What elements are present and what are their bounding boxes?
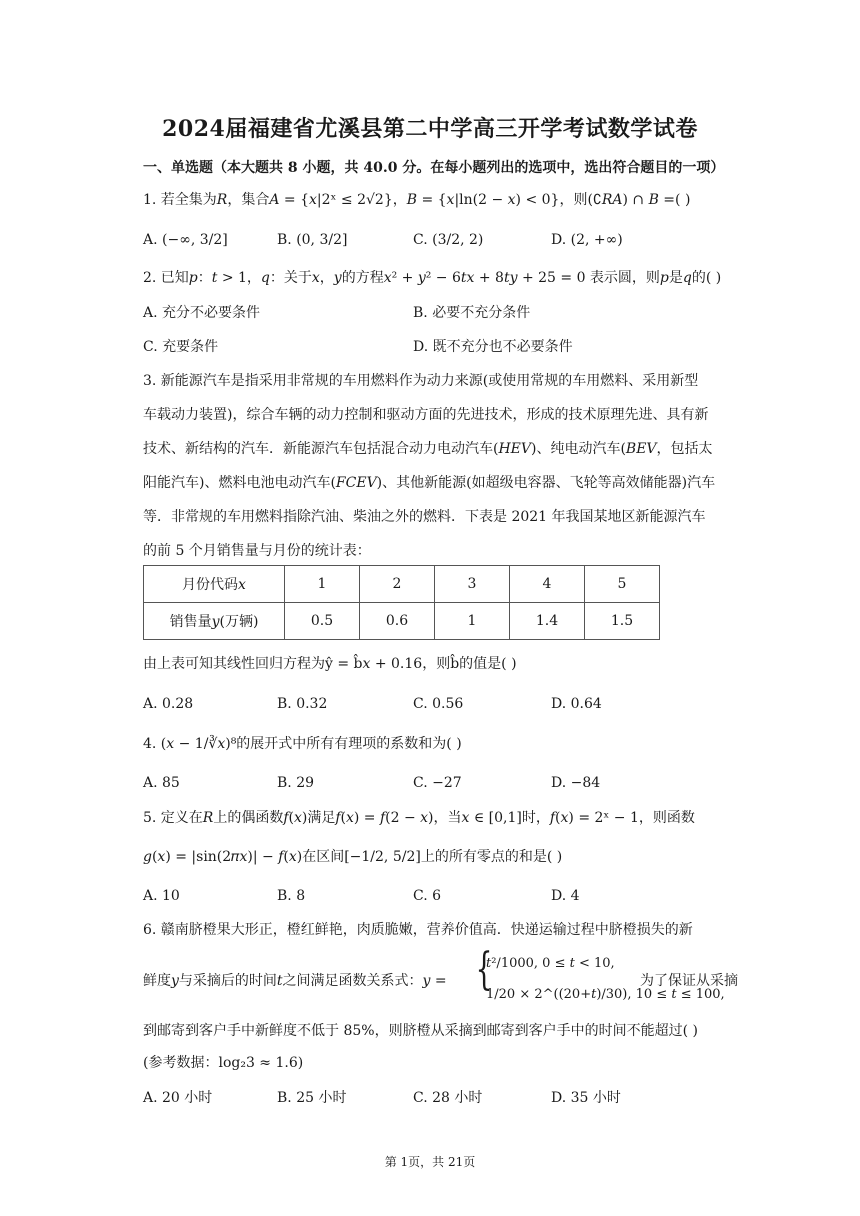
table-cell: 1: [285, 566, 360, 603]
question-6-line-2-right: 为了保证从采摘: [640, 973, 738, 989]
q6-option-a: A. 20 小时: [143, 1090, 213, 1106]
question-6-line-3: 到邮寄到客户手中新鲜度不低于 85%，则脐橙从采摘到邮寄到客户手中的时间不能超过( ): [143, 1023, 698, 1039]
q3-option-a: A. 0.28: [143, 696, 194, 712]
q6-option-c: C. 28 小时: [413, 1090, 483, 1106]
q4-option-c: C. −27: [413, 775, 462, 791]
q2-option-a: A. 充分不必要条件: [143, 305, 261, 321]
question-3-line-5: 等．非常规的车用燃料指除汽油、柴油之外的燃料．下表是 2021 年我国某地区新能源汽车: [143, 509, 706, 525]
table-row: [144, 566, 660, 603]
table-cell: 0.5: [285, 603, 360, 640]
question-2-stem: 2. 已知𝑝：𝑡 > 1，𝑞：关于𝑥，𝑦的方程𝑥² + 𝑦² − 6𝑡𝑥 + 8𝑡𝑦 + 25 = 0 表示圆，则𝑝是𝑞的( ): [143, 270, 722, 286]
question-6-line-2-left: 鲜度𝑦与采摘后的时间𝑡之间满足函数关系式：𝑦 =: [143, 973, 447, 989]
q2-option-b: B. 必要不充分条件: [413, 305, 531, 321]
piecewise-case-1: 𝑡²/1000, 0 ≤ 𝑡 < 10,: [486, 956, 615, 971]
table-cell: 1.5: [585, 603, 660, 640]
q1-option-c: C. (3/2, 2): [413, 232, 484, 248]
question-6-reference: (参考数据：log₂3 ≈ 1.6): [143, 1055, 304, 1071]
q2-option-c: C. 充要条件: [143, 339, 219, 355]
q1-option-b: B. (0, 3/2]: [277, 232, 348, 248]
question-3-line-6: 的前 5 个月销售量与月份的统计表：: [143, 543, 371, 559]
section-heading: 一、单选题（本大题共 8 小题，共 40.0 分。在每小题列出的选项中，选出符合题目的一项）: [143, 160, 725, 176]
question-5-line-2: 𝑔(𝑥) = |sin(2𝜋𝑥)| − 𝑓(𝑥)在区间[−1/2, 5/2]上的所有零点的和是( ): [143, 849, 563, 865]
q1-option-a: A. (−∞, 3/2]: [143, 232, 228, 248]
table-cell: 1: [435, 603, 510, 640]
table-header-cell: 月份代码𝑥: [144, 566, 285, 603]
table-cell: 5: [585, 566, 660, 603]
q5-option-a: A. 10: [143, 888, 180, 904]
question-4-stem: 4. (𝑥 − 1/∛𝑥)⁸的展开式中所有有理项的系数和为( ): [143, 736, 462, 752]
table-row: [144, 603, 660, 640]
q1-option-d: D. (2, +∞): [551, 232, 623, 248]
table-cell: 4: [510, 566, 585, 603]
q4-option-d: D. −84: [551, 775, 601, 791]
question-3-regression: 由上表可知其线性回归方程为ŷ = b̂𝑥 + 0.16，则b̂的值是( ): [143, 656, 517, 672]
question-3-line-2: 车载动力装置)，综合车辆的动力控制和驱动方面的先进技术，形成的技术原理先进、具有新: [143, 407, 709, 423]
q4-option-a: A. 85: [143, 775, 180, 791]
piecewise-brace: {: [475, 944, 493, 995]
q2-option-d: D. 既不充分也不必要条件: [413, 339, 573, 355]
q3-option-c: C. 0.56: [413, 696, 464, 712]
q4-option-b: B. 29: [277, 775, 315, 791]
q6-option-b: B. 25 小时: [277, 1090, 347, 1106]
q6-option-d: D. 35 小时: [551, 1090, 621, 1106]
page-title: 2024届福建省尤溪县第二中学高三开学考试数学试卷: [162, 116, 698, 142]
question-3-line-4: 阳能汽车)、燃料电池电动汽车(𝐹𝐶𝐸𝑉)、其他新能源(如超级电容器、飞轮等高效储能器)汽车: [143, 475, 716, 491]
sales-table: [143, 565, 660, 640]
question-3-line-1: 3. 新能源汽车是指采用非常规的车用燃料作为动力来源(或使用常规的车用燃料、采用新型: [143, 373, 699, 389]
table-header-cell: 销售量𝑦(万辆): [144, 603, 285, 640]
piecewise-case-2: 1/20 × 2^((20+𝑡)/30), 10 ≤ 𝑡 ≤ 100,: [486, 987, 725, 1002]
q5-option-d: D. 4: [551, 888, 580, 904]
table-cell: 0.6: [360, 603, 435, 640]
question-3-line-3: 技术、新结构的汽车．新能源汽车包括混合动力电动汽车(𝐻𝐸𝑉)、纯电动汽车(𝐵𝐸𝑉，包括太: [143, 441, 713, 457]
q3-option-b: B. 0.32: [277, 696, 328, 712]
question-5-line-1: 5. 定义在𝑅上的偶函数𝑓(𝑥)满足𝑓(𝑥) = 𝑓(2 − 𝑥)，当𝑥 ∈ [0,1]时，𝑓(𝑥) = 2ˣ − 1，则函数: [143, 810, 695, 826]
q3-option-d: D. 0.64: [551, 696, 602, 712]
question-6-line-1: 6. 赣南脐橙果大形正，橙红鲜艳，肉质脆嫩，营养价值高．快递运输过程中脐橙损失的新: [143, 922, 693, 938]
page-footer: 第 1页，共 21页: [384, 1155, 476, 1169]
question-1-stem: 1. 若全集为𝑅，集合𝐴 = {𝑥|2ˣ ≤ 2√2}，𝐵 = {𝑥|ln(2 − 𝑥) < 0}，则(∁𝑅𝐴) ∩ 𝐵 =( ): [143, 192, 691, 208]
q5-option-c: C. 6: [413, 888, 442, 904]
table-cell: 1.4: [510, 603, 585, 640]
table-cell: 3: [435, 566, 510, 603]
table-cell: 2: [360, 566, 435, 603]
q5-option-b: B. 8: [277, 888, 306, 904]
